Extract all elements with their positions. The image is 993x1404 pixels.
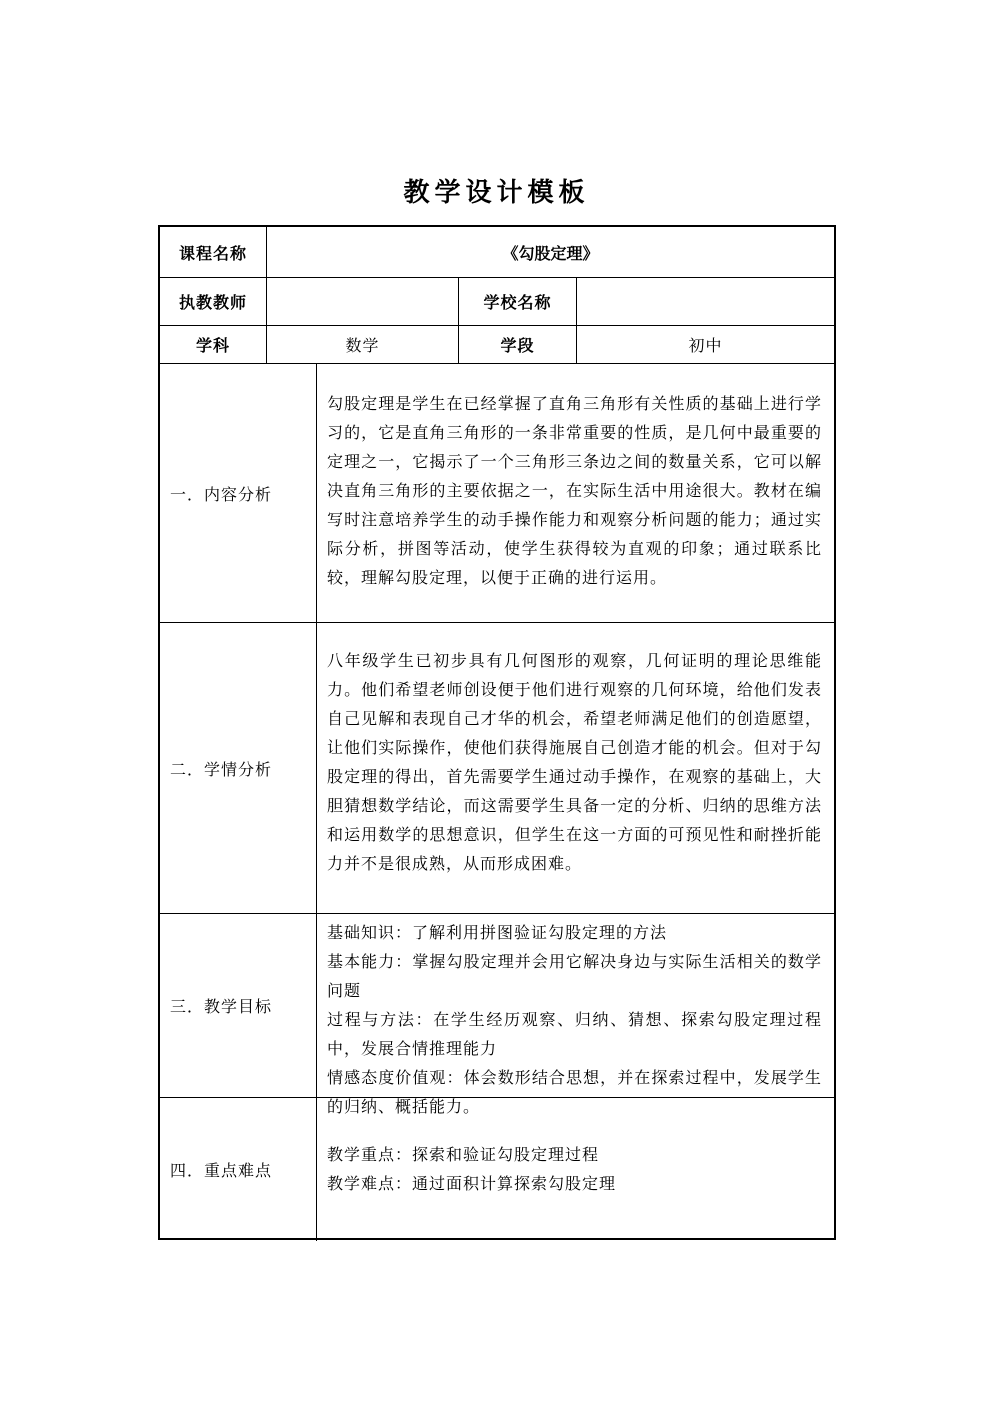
table-row-learner-analysis xyxy=(160,622,834,913)
table-row-key-difficult-points xyxy=(160,1097,834,1241)
teacher-label: 执教教师 xyxy=(178,295,247,312)
paragraph: 八年级学生已初步具有几何图形的观察，几何证明的理论思维能力。他们希望老师创设便于他们进行观察的几何环境，给他们发表自己见解和表现自己才华的机会，希望老师满足他们的创造愿望，让他们实际操作，使他们获得施展自己创造才能的机会。但对于勾股定理的得出，首先需要学生通过动手操作，在观察的基础上，大胆猜想数学结论，而这需要学生具备一定的分析、归纳的思维方法和运用数学的思想意识，但学生在这一方面的可预见性和耐挫折能力并不是很成熟，从而形成困难。 xyxy=(327,653,822,873)
paragraph: 勾股定理是学生在已经掌握了直角三角形有关性质的基础上进行学习的，它是直角三角形的一条非常重要的性质，是几何中最重要的定理之一，它揭示了一个三角形三条边之间的数量关系，它可以解决直角三角形的主要依据之一，在实际生活中用途很大。教材在编写时注意培养学生的动手操作能力和观察分析问题的能力；通过实际分析，拼图等活动，使学生获得较为直观的印象；通过联系比较，理解勾股定理，以便于正确的进行运用。 xyxy=(327,396,822,587)
paragraph: 情感态度价值观：体会数形结合思想，并在探索过程中，发展学生的归纳、概括能力。 xyxy=(327,1070,822,1116)
table-row-content-analysis xyxy=(160,363,834,622)
stage-label: 学段 xyxy=(458,326,576,363)
table-row-teaching-objectives xyxy=(160,913,834,1116)
paragraph: 基本能力：掌握勾股定理并会用它解决身边与实际生活相关的数学问题 xyxy=(327,954,822,1000)
section-body-content-analysis xyxy=(316,364,834,622)
section-label-key-difficult-points: 四．重点难点 xyxy=(170,1163,273,1180)
section-body-teaching-objectives xyxy=(316,914,834,1116)
section-label-learner-analysis: 二．学情分析 xyxy=(170,761,273,779)
school-name-value xyxy=(576,278,834,325)
course-name-value: 《勾股定理》 xyxy=(266,227,834,277)
course-name-label: 课程名称 xyxy=(178,245,247,263)
paragraph: 过程与方法：在学生经历观察、归纳、猜想、探索勾股定理过程中，发展合情推理能力 xyxy=(327,1012,822,1058)
subject-label: 学科 xyxy=(195,338,230,355)
page-title: 教学设计模板 xyxy=(403,178,590,207)
table-row-subject-stage xyxy=(160,325,834,363)
paragraph: 教学难点：通过面积计算探索勾股定理 xyxy=(327,1175,617,1193)
table-row-course xyxy=(160,227,834,277)
section-body-learner-analysis xyxy=(316,623,834,913)
lesson-design-table xyxy=(158,225,836,1240)
stage-value: 初中 xyxy=(576,326,834,363)
subject-value: 数学 xyxy=(266,326,458,363)
school-name-label: 学校名称 xyxy=(458,278,576,325)
section-body-key-difficult-points xyxy=(316,1098,834,1241)
section-label-content-analysis: 一．内容分析 xyxy=(170,486,273,504)
table-row-teacher-school xyxy=(160,277,834,325)
teacher-value xyxy=(266,278,458,325)
paragraph: 教学重点：探索和验证勾股定理过程 xyxy=(327,1146,600,1164)
section-label-teaching-objectives: 三．教学目标 xyxy=(170,999,273,1016)
paragraph: 基础知识：了解利用拼图验证勾股定理的方法 xyxy=(327,925,668,942)
